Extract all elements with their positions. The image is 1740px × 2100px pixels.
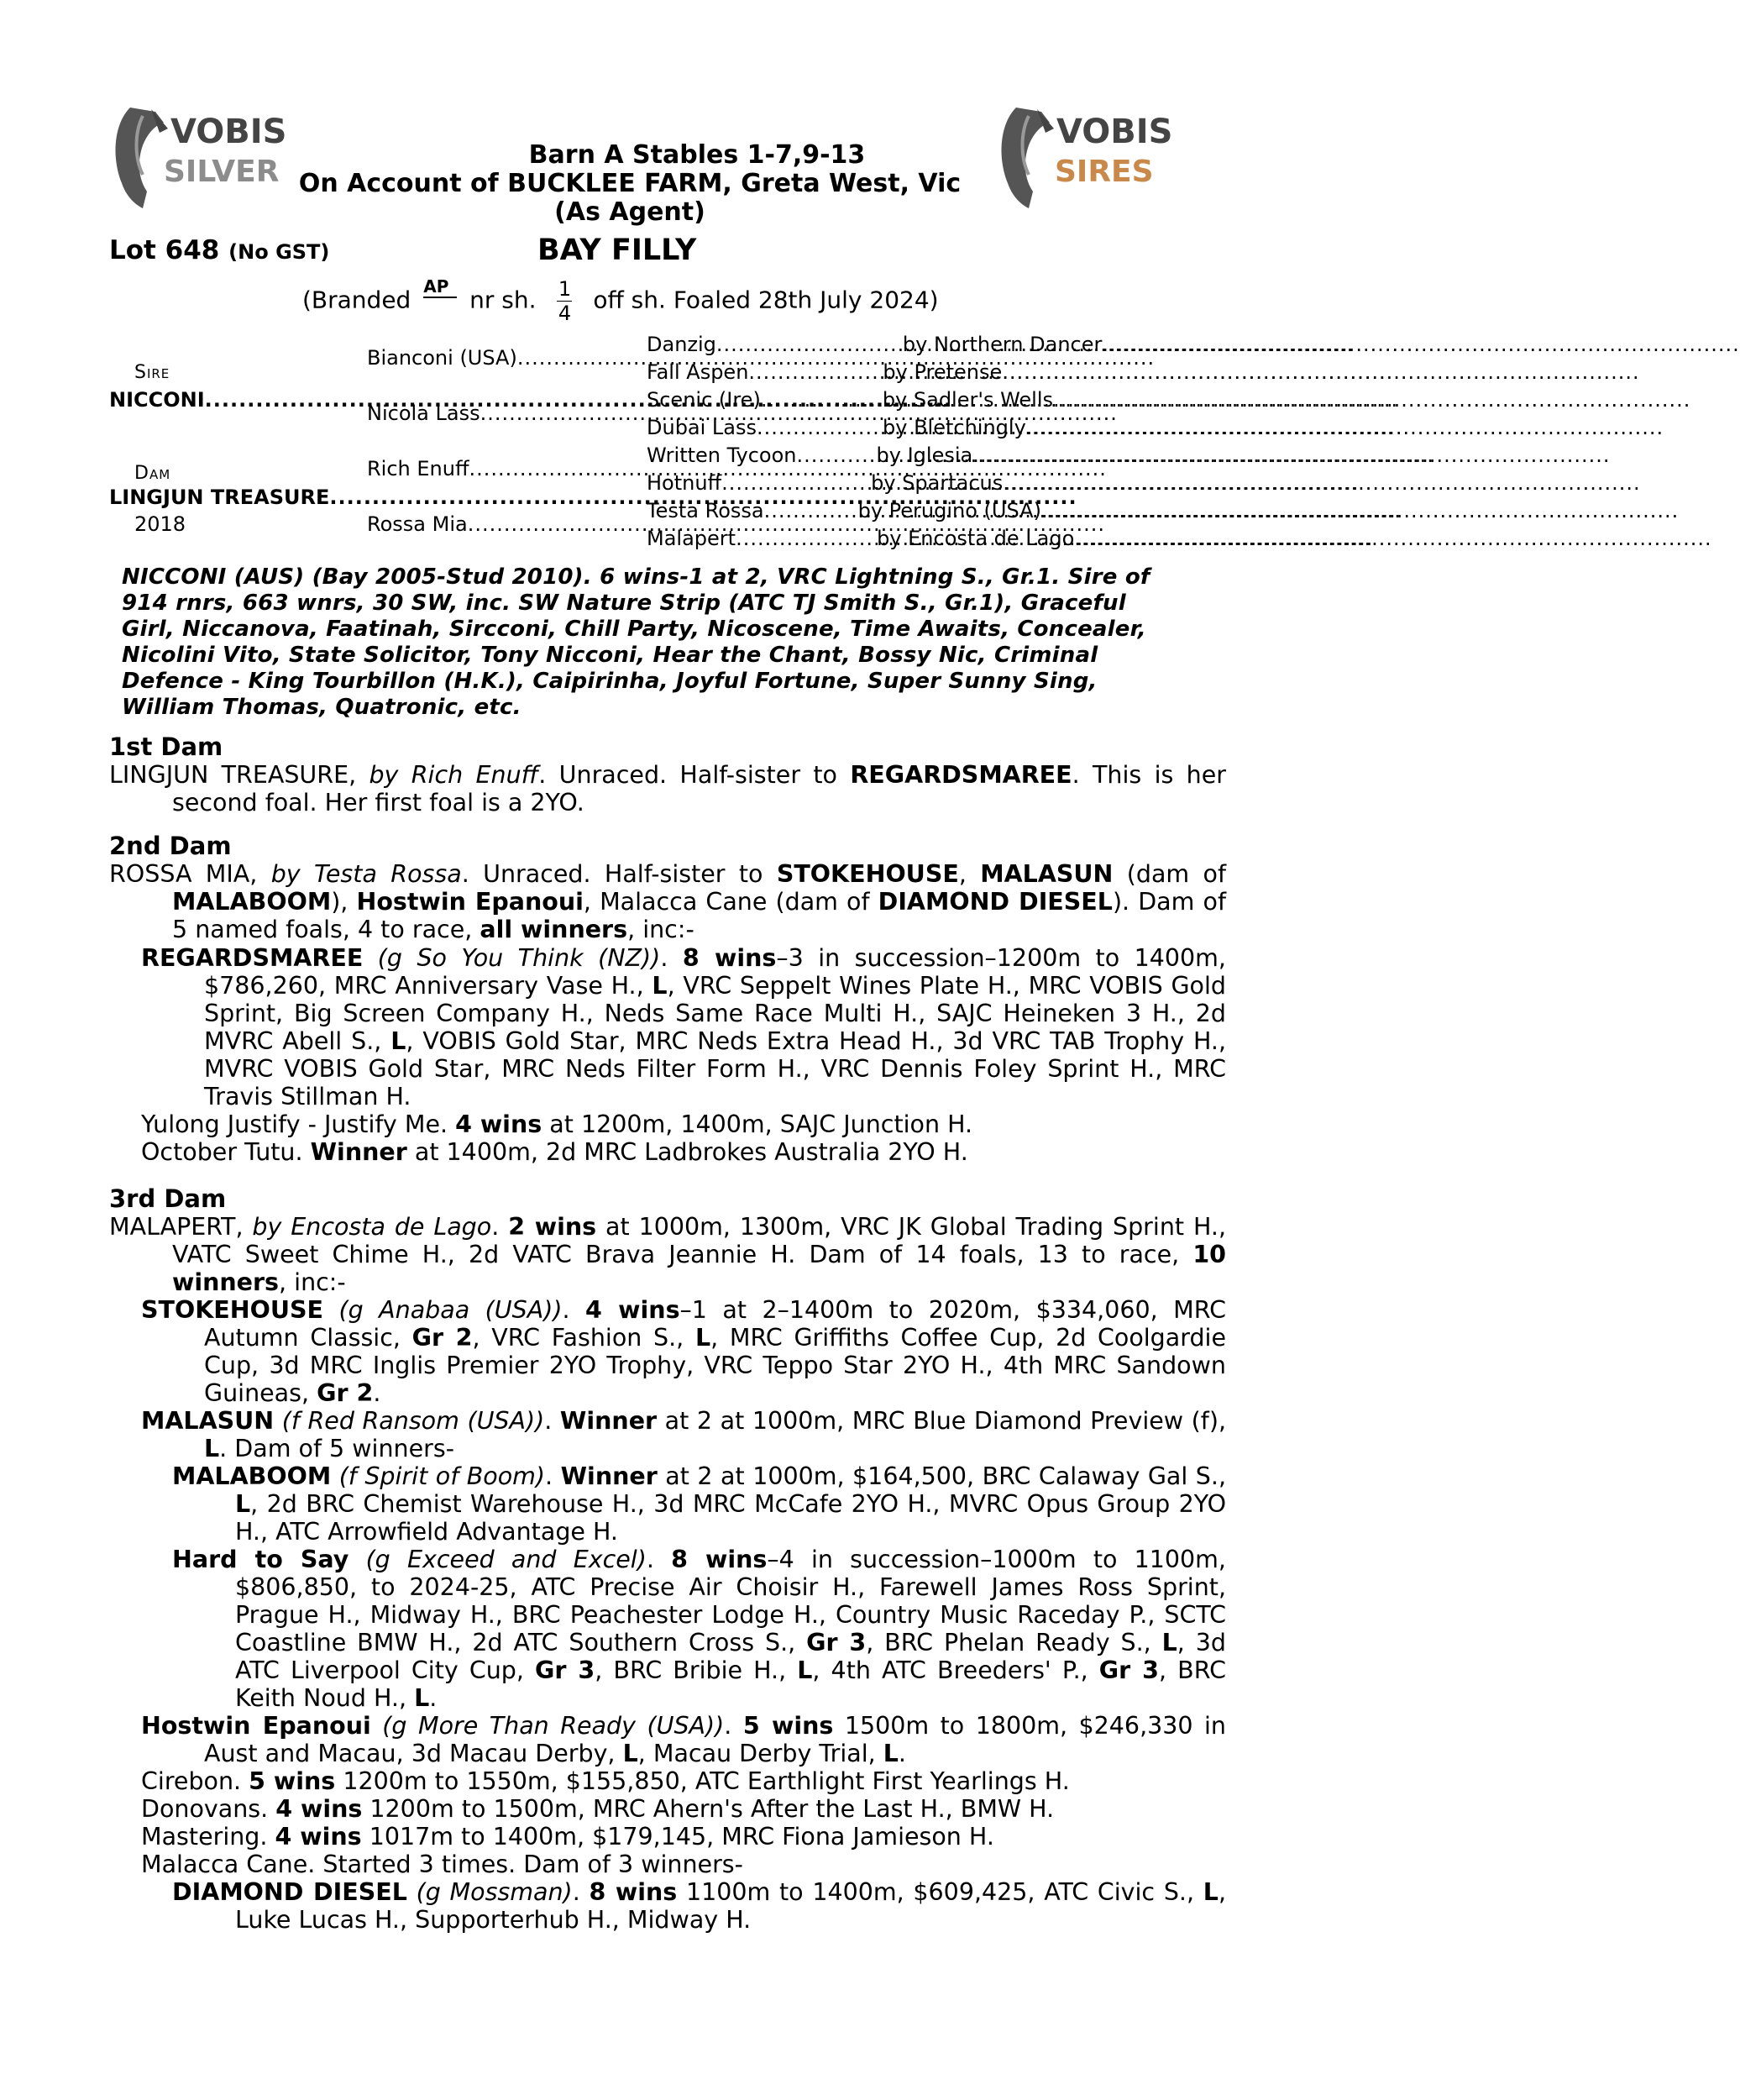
lot-sex: BAY FILLY: [537, 234, 697, 267]
g3-row: Malapert..... by Encosta de Lago.....: [647, 527, 1114, 550]
svg-text:VOBIS: VOBIS: [170, 113, 287, 151]
header-account: On Account of BUCKLEE FARM, Greta West, Vic: [298, 169, 962, 198]
sire-label: Sire: [134, 362, 170, 383]
g3-row: Scenic (Ire)..... by Sadler's Wells.....: [647, 388, 1116, 412]
progeny-entry: Donovans. 4 wins 1200m to 1500m, MRC Ahern's After the Last H., BMW H.: [141, 1795, 1055, 1823]
sire-dam: Nicola Lass.....: [367, 402, 619, 425]
dam-year: 2018: [134, 512, 186, 536]
progeny-entry: Yulong Justify - Justify Me. 4 wins at 1200m, 1400m, SAJC Junction H.: [141, 1110, 973, 1138]
dam-name: LINGJUN TREASURE.....: [109, 486, 339, 509]
third-dam-heading: 3rd Dam: [109, 1184, 227, 1213]
g3-row: Testa Rossa..... by Perugino (USA).....: [647, 499, 1093, 522]
svg-text:SIRES: SIRES: [1055, 155, 1154, 189]
progeny-entry: STOKEHOUSE (g Anabaa (USA)). 4 wins–1 at 2–1400m to 2020m, $334,060, MRC Autumn Classic, Gr 2, VRC Fashion S., L, MRC Griffiths Coffee Cup, 2d Coolgardie Cup, 3d MRC Inglis Premier 2YO Trophy, VRC Teppo Star 2YO H., 4th MRC Sandown Guineas, Gr 2.: [141, 1296, 1226, 1407]
first-dam-heading: 1st Dam: [109, 732, 223, 761]
progeny-entry: Cirebon. 5 wins 1200m to 1550m, $155,850, ATC Earthlight First Yearlings H.: [141, 1767, 1070, 1795]
g3-row: Fall Aspen..... by Pretense.....: [647, 360, 1103, 384]
progeny-entry: DIAMOND DIESEL (g Mossman). 8 wins 1100m to 1400m, $609,425, ATC Civic S., L, Luke Lucas H., Supporterhub H., Midway H.: [172, 1878, 1226, 1934]
g3-row: Danzig..... by Northern Dancer.....: [647, 333, 1148, 356]
svg-text:VOBIS: VOBIS: [1056, 113, 1173, 151]
sire-name: NICCONI.....: [109, 388, 331, 412]
sire-sire: Bianconi (USA).....: [367, 346, 618, 370]
dam-label: Dam: [134, 463, 171, 484]
dam-dam: Rossa Mia.....: [367, 512, 632, 536]
g3-row: Written Tycoon..... by Iglesia.....: [647, 444, 1107, 467]
gst-note: (No GST): [228, 240, 330, 264]
progeny-entry: Mastering. 4 wins 1017m to 1400m, $179,145, MRC Fiona Jamieson H.: [141, 1823, 994, 1851]
brand-fraction: $\frac{1}{4}$: [558, 277, 572, 325]
g3-row: Hotnuff..... by Spartacus.....: [647, 471, 1099, 495]
brand-mark: AP: [423, 285, 457, 310]
progeny-entry: MALABOOM (f Spirit of Boom). Winner at 2 at 1000m, $164,500, BRC Calaway Gal S., L, 2d BRC Chemist Warehouse H., 3d MRC McCafe 2YO H., MVRC Opus Group 2YO H., ATC Arrowfield Advantage H.: [172, 1462, 1227, 1546]
g3-row: Dubai Lass..... by Bletchingly.....: [647, 416, 1114, 439]
progeny-entry: MALASUN (f Red Ransom (USA)). Winner at 2 at 1000m, MRC Blue Diamond Preview (f), L. Dam of 5 winners-: [141, 1407, 1227, 1462]
second-dam-paragraph: ROSSA MIA, by Testa Rossa. Unraced. Half-sister to STOKEHOUSE, MALASUN (dam of MALABOOM), Hostwin Epanoui, Malacca Cane (dam of DIAMOND DIESEL). Dam of 5 named foals, 4 to race, all winners, inc:-: [109, 860, 1227, 943]
first-dam-paragraph: LINGJUN TREASURE, by Rich Enuff. Unraced. Half-sister to REGARDSMAREE. This is her second foal. Her first foal is a 2YO.: [109, 761, 1226, 816]
svg-text:SILVER: SILVER: [164, 155, 280, 189]
dam-sire: Rich Enuff.....: [367, 457, 629, 480]
progeny-entry: Hostwin Epanoui (g More Than Ready (USA)). 5 wins 1500m to 1800m, $246,330 in Aust and Macau, 3d Macau Derby, L, Macau Derby Trial, L.: [141, 1712, 1226, 1767]
progeny-entry: Hard to Say (g Exceed and Excel). 8 wins–4 in succession–1000m to 1100m, $806,850, to 2024-25, ATC Precise Air Choisir H., Farewell James Ross Sprint, Prague H., Midway H., BRC Peachester Lodge H., Country Music Raceday P., SCTC Coastline BMW H., 2d ATC Southern Cross S., Gr 3, BRC Phelan Ready S., L, 3d ATC Liverpool City Cup, Gr 3, BRC Bribie H., L, 4th ATC Breeders' P., Gr 3, BRC Keith Noud H., L.: [172, 1546, 1227, 1712]
third-dam-paragraph: MALAPERT, by Encosta de Lago. 2 wins at 1000m, 1300m, VRC JK Global Trading Sprint H., VATC Sweet Chime H., 2d VATC Brava Jeannie H. Dam of 14 foals, 13 to race, 10 winners, inc:-: [109, 1213, 1227, 1296]
header-agent: (As Agent): [554, 197, 705, 227]
progeny-entry: REGARDSMAREE (g So You Think (NZ)). 8 wins–3 in succession–1200m to 1400m, $786,260, MRC Anniversary Vase H., L, VRC Seppelt Wines Plate H., MRC VOBIS Gold Sprint, Big Screen Company H., Neds Same Race Multi H., SAJC Heineken 3 H., 2d MVRC Abell S., L, VOBIS Gold Star, MRC Neds Extra Head H., 3d VRC TAB Trophy H., MVRC VOBIS Gold Star, MRC Neds Filter Form H., VRC Dennis Foley Sprint H., MRC Travis Stillman H.: [141, 944, 1227, 1110]
progeny-entry: October Tutu. Winner at 1400m, 2d MRC Ladbrokes Australia 2YO H.: [141, 1138, 968, 1166]
header-barn: Barn A Stables 1-7,9-13: [528, 140, 866, 170]
brand-line: (Branded AP nr sh. $\frac{1}{4}$ off sh. Foaled 28th July 2024): [302, 276, 939, 325]
sire-bio: NICCONI (AUS) (Bay 2005-Stud 2010). 6 wins-1 at 2, VRC Lightning S., Gr.1. Sire of 914 rnrs, 663 wnrs, 30 SW, inc. SW Nature Strip (ATC TJ Smith S., Gr.1), Graceful Girl, Niccanova, Faatinah, Sircconi, Chill Party, Nicoscene, Time Awaits, Concealer, Nicolini Vito, State Solicitor, Tony Nicconi, Hear the Chant, Bossy Nic, Criminal Defence - King Tourbillon (H.K.), Caipirinha, Joyful Fortune, Super Sunny Sing, William Thomas, Quatronic, etc.: [122, 564, 1150, 720]
lot-number: Lot 648 (No GST): [109, 235, 330, 265]
second-dam-heading: 2nd Dam: [109, 832, 232, 860]
progeny-entry: Malacca Cane. Started 3 times. Dam of 3 winners-: [141, 1851, 743, 1878]
